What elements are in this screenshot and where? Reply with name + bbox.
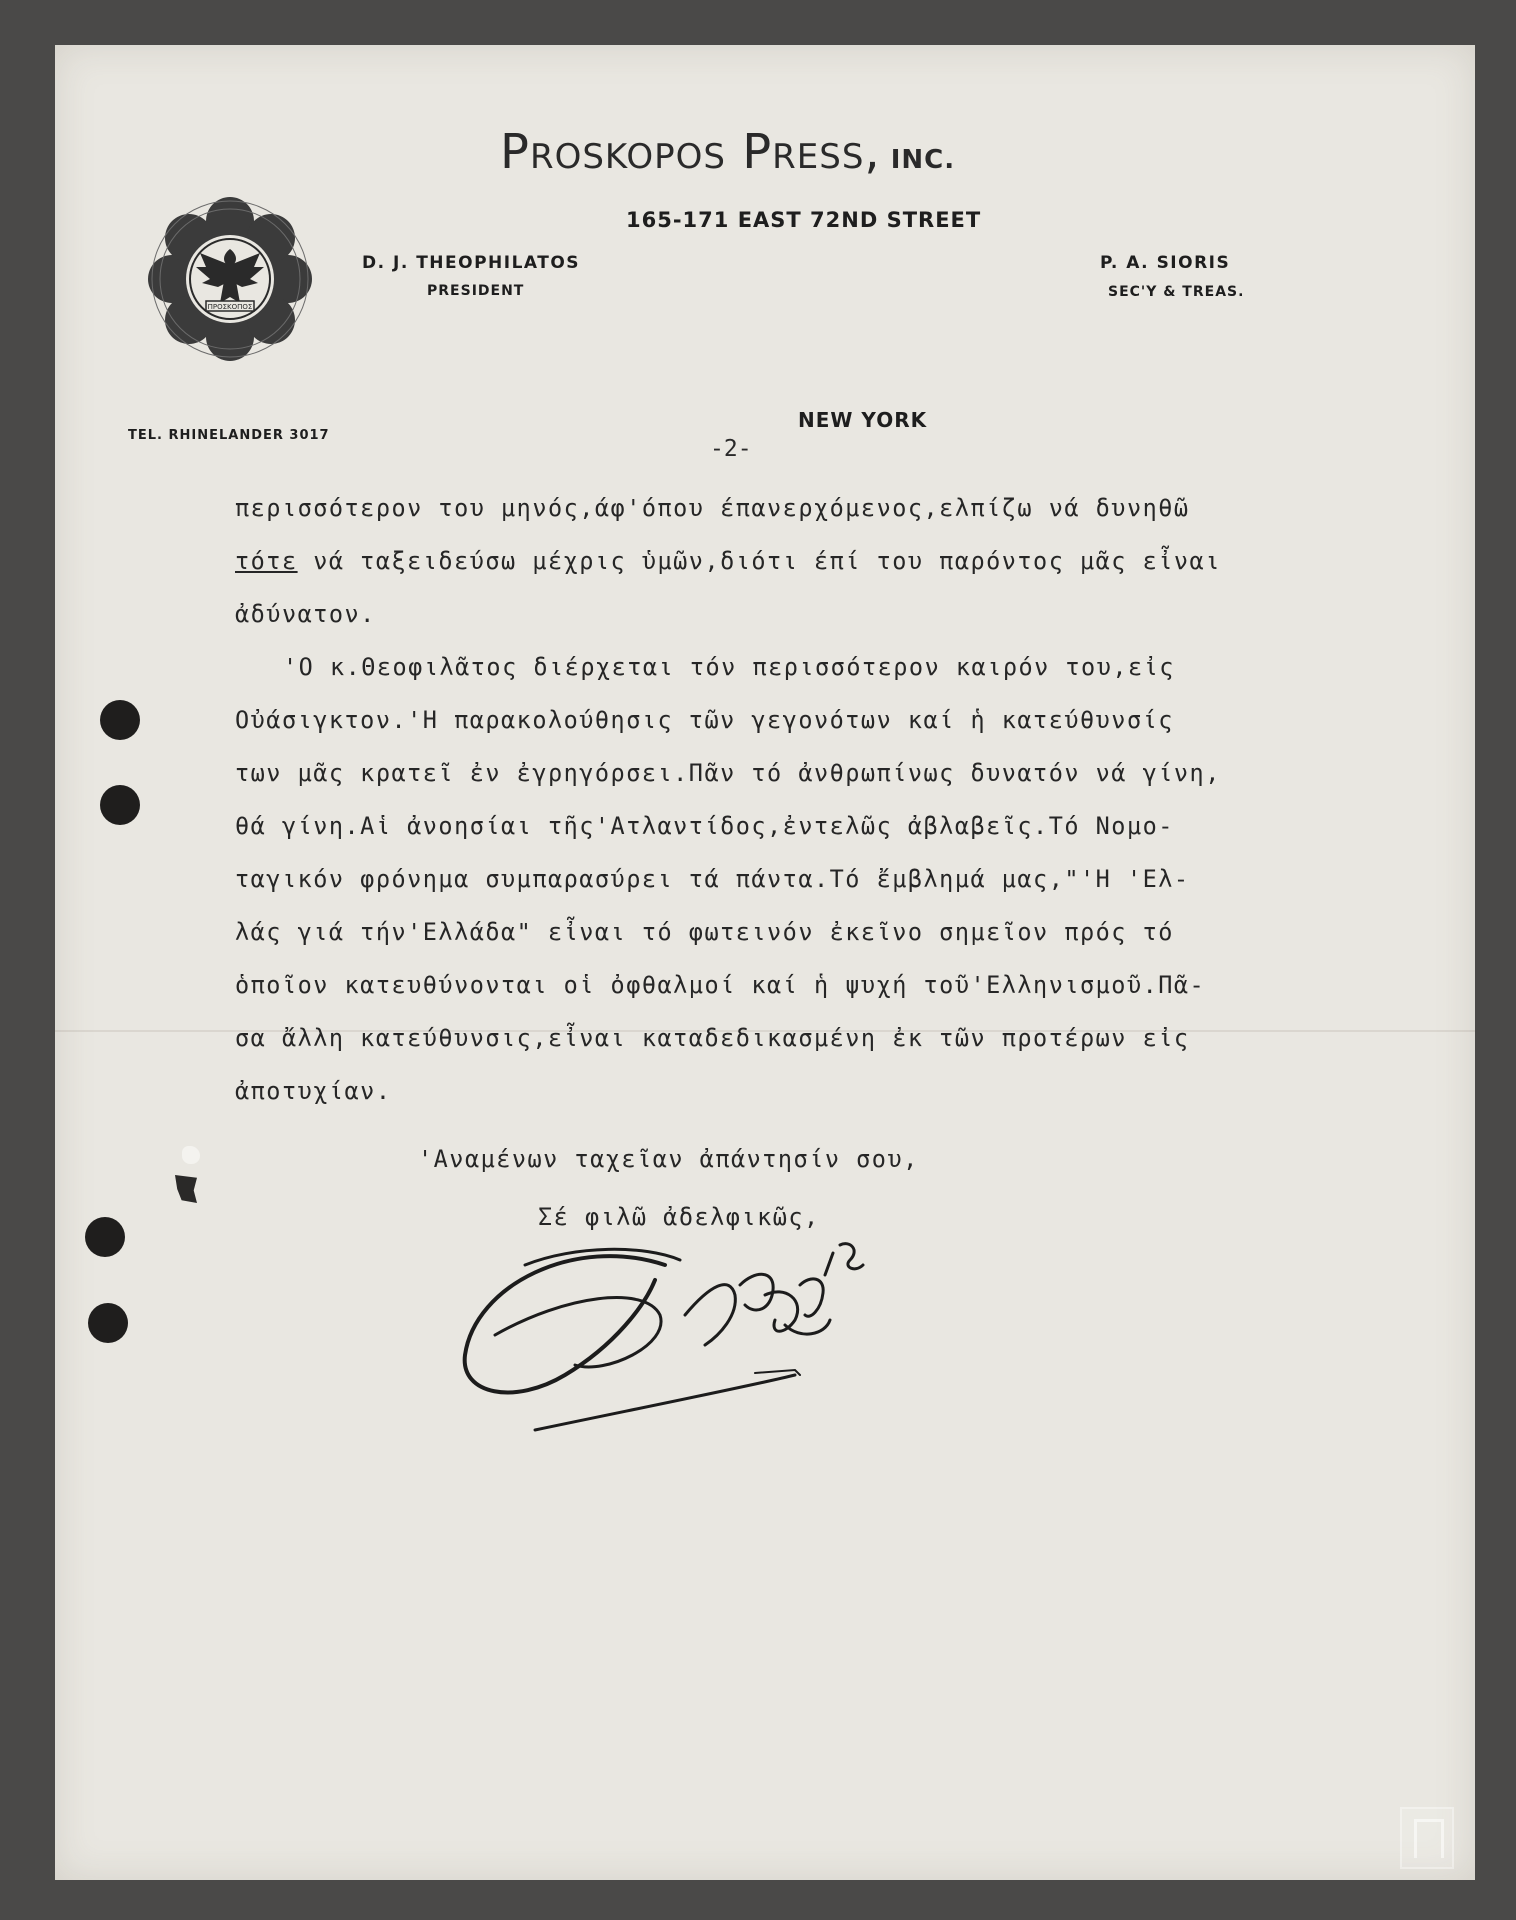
body-line: σα ἄλλη κατεύθυνσις,εἶναι καταδεδικασμένη ἐκ τῶν προτέρων εἰς: [235, 1024, 1190, 1052]
body-line: λάς γιά τήν'Ελλάδα" εἶναι τό φωτεινόν ἐκεῖνο σημεῖον πρός τό: [235, 918, 1174, 946]
eagle-emblem-icon: [136, 185, 324, 373]
punch-hole: [100, 700, 140, 740]
punch-hole: [100, 785, 140, 825]
body-line: ὁποῖον κατευθύνονται οἱ ὀφθαλμοί καί ἡ ψυχή τοῦ'Ελληνισμοῦ.Πᾶ-: [235, 971, 1206, 999]
body-line-rest: νά ταξειδεύσω μέχρις ὑμῶν,διότι έπί του παρόντος μᾶς εἶναι: [297, 547, 1221, 575]
telephone-number: TEL. RHINELANDER 3017: [128, 428, 330, 443]
closing-salutation: Σέ φιλῶ ἀδελφικῶς,: [538, 1203, 820, 1231]
closing-line: 'Αναμένων ταχεῖαν ἀπάντησίν σου,: [418, 1145, 919, 1173]
letter-body: [235, 482, 1435, 1118]
city-name: NEW YORK: [798, 408, 928, 432]
handwritten-signature: [455, 1225, 905, 1435]
body-line: των μᾶς κρατεῖ ἐν ἐγρηγόρσει.Πᾶν τό ἀνθρωπίνως δυνατόν νά γίνη,: [235, 759, 1221, 787]
president-title: PRESIDENT: [427, 283, 525, 299]
svg-text:ΠΡΟΣΚΟΠΟΣ: ΠΡΟΣΚΟΠΟΣ: [207, 303, 253, 311]
secretary-name: P. A. SIORIS: [1100, 253, 1231, 273]
svg-text:Π.Α.Σιώρης: Π.Α.Σιώρης: [710, 1420, 716, 1421]
company-name: Proskopos Press, INC.: [500, 124, 956, 180]
archive-watermark-icon: [1400, 1807, 1454, 1869]
body-line: [235, 535, 1435, 588]
underlined-word: τότε: [235, 547, 298, 575]
page-number: -2-: [710, 436, 752, 462]
punch-hole: [88, 1303, 128, 1343]
company-address: 165-171 EAST 72ND STREET: [626, 208, 982, 232]
company-suffix: INC.: [890, 145, 956, 175]
body-line: ἀδύνατον.: [235, 600, 376, 628]
punch-hole: [85, 1217, 125, 1257]
body-line: ἀποτυχίαν.: [235, 1077, 392, 1105]
body-line: ταγικόν φρόνημα συμπαρασύρει τά πάντα.Τό ἔμβλημά μας,"'Η 'Ελ-: [235, 865, 1190, 893]
body-line: Οὐάσιγκτον.'Η παρακολούθησις τῶν γεγονότων καί ἡ κατεύθυνσίς: [235, 706, 1174, 734]
body-line: 'Ο κ.Θεοφιλᾶτος διέρχεται τόν περισσότερον καιρόν του,εἰς: [283, 653, 1175, 681]
president-name: D. J. THEOPHILATOS: [362, 253, 581, 273]
body-line: θά γίνη.Αἱ ἀνοησίαι τῆς'Ατλαντίδος,ἐντελῶς ἀβλαβεῖς.Τό Νομο-: [235, 812, 1174, 840]
body-line: περισσότερον του μηνός,άφ'όπου έπανερχόμενος,ελπίζω νά δυνηθῶ: [235, 494, 1190, 522]
secretary-title: SEC'Y & TREAS.: [1108, 284, 1245, 300]
paper-tear: [182, 1146, 200, 1164]
